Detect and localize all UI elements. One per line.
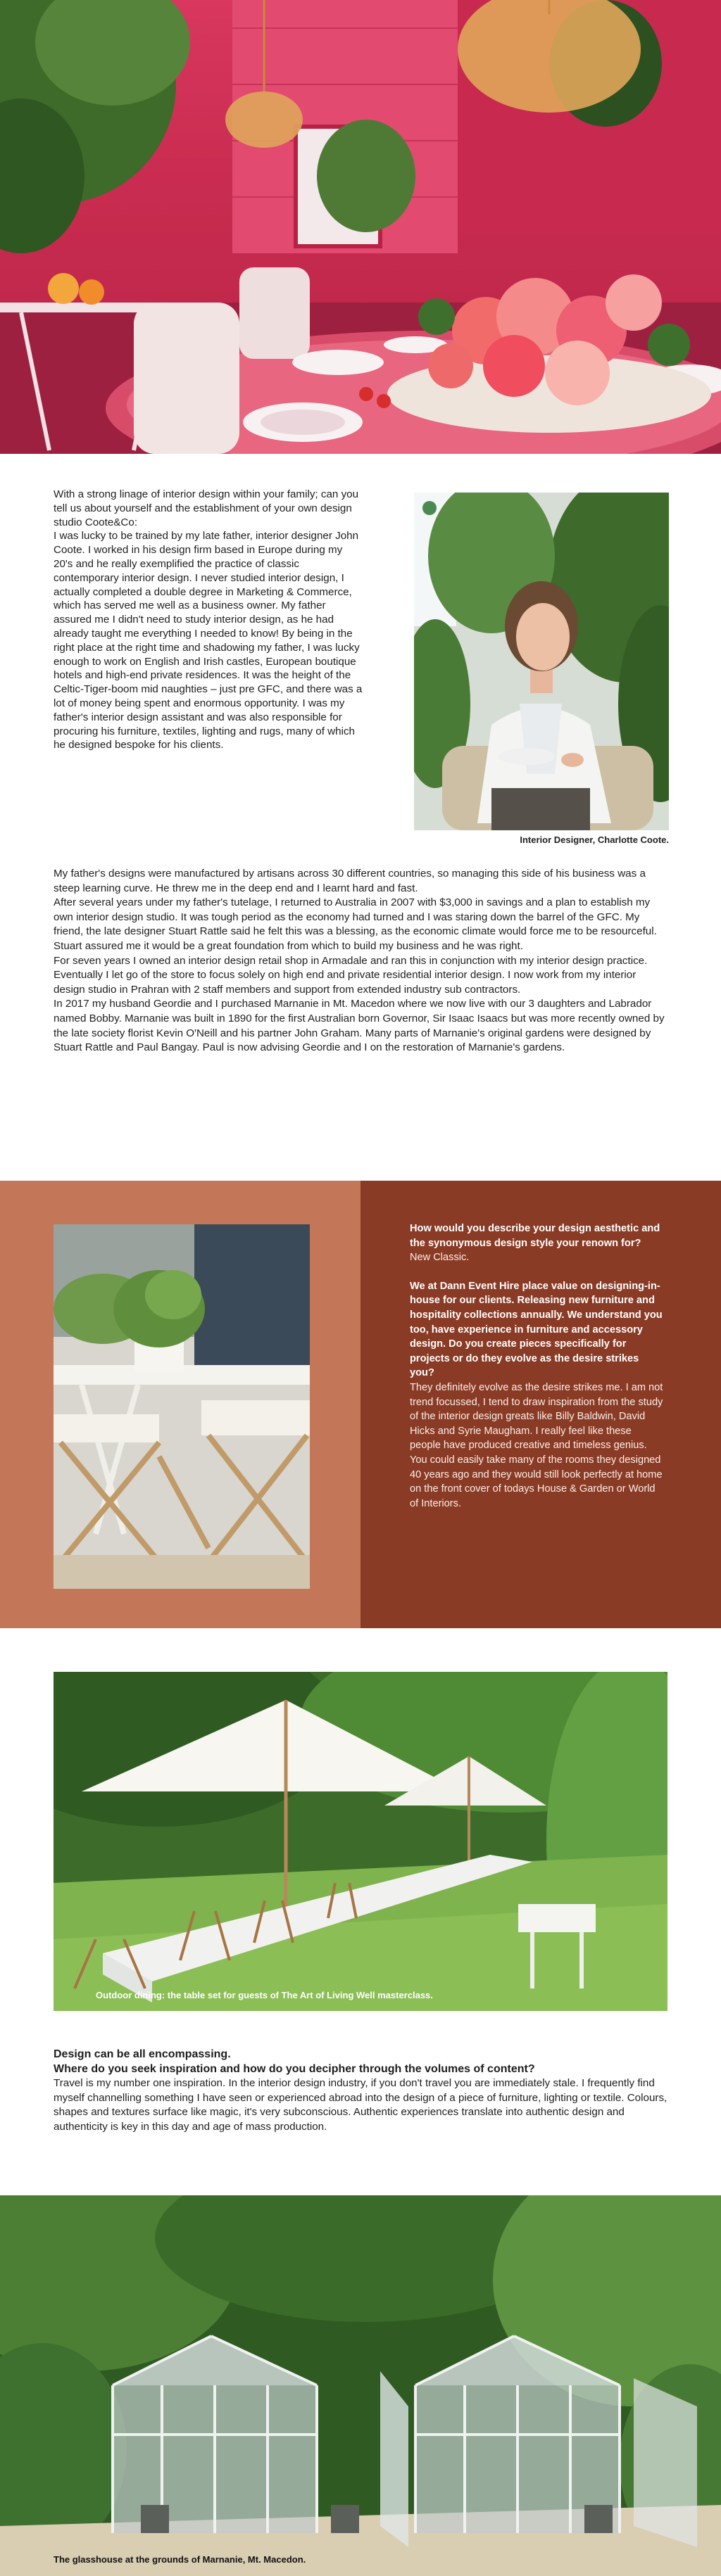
intro-paragraph: For seven years I owned an interior design retail shop in Armadale and ran this in conjunction with my interior design practice. Eventually I let go of the store to focus solely on high end and private residential interior design. I now work from my interior design studio in Prahran with 2 staff members and support from extended industry sub contractors. <box>54 954 648 996</box>
intro-question: With a strong linage of interior design within your family; can you tell us about yourself and the establishment of your own design studio Coote&Co: <box>54 488 359 528</box>
glasshouse-photo <box>0 2195 721 2576</box>
portrait-caption: Interior Designer, Charlotte Coote. <box>520 835 669 845</box>
intro-answer: I was lucky to be trained by my late father, interior designer John Coote. I worked in his design firm based in Europe during my 20's and he really exemplified the practice of classic contemporary interior design. I never studied interior design, I actually completed a double degree in Marketing & Commerce, which has served me well as a business owner. My father assured me I didn't need to study interior design, as he had already taught me everything I needed to know! By being in the right place at the right time and shadowing my father, I was lucky enough to work on English and Irish castles, European boutique hotels and high-end private residences. It was the height of the Celtic-Tiger-boom mid naughties – just pre GFC, and there was a lot of money being spent and enormous opportunity. I was my father's interior design assistant and was also responsible for procuring his furniture, textiles, lighting and rugs, many of which he designed bespoke for his clients. <box>54 530 363 751</box>
intro-paragraph: In 2017 my husband Geordie and I purchased Marnanie in Mt. Macedon where we now live with our 3 daughters and Labrador named Bobby. Marnanie was built in 1890 for the first Australian born Governor, Sir Isaac Isaacs but was more recently owned by the late society florist Kevin O'Neill and his partner John Graham. Many parts of Marnanie's original gardens were designed by Stuart Rattle and Paul Bangay. Paul is now advising Geordie and I on the restoration of Marnanie's gardens. <box>54 998 665 1054</box>
dining-caption: Outdoor dining: the table set for guests of The Art of Living Well masterclass. <box>96 1990 433 2000</box>
outdoor-dining-photo <box>54 1672 667 2011</box>
qa-text-column <box>410 1222 663 1511</box>
intro-text-column <box>54 488 363 752</box>
qa-answer-1: New Classic. <box>410 1252 470 1264</box>
qa-answer-3: You could easily take many of the rooms they designed 40 years ago and they would still look perfectly at home on the front cover of todays House & Garden or World of Interiors. <box>410 1454 663 1509</box>
hero-image-pink-dining-room <box>0 0 721 454</box>
qa-question-2: We at Dann Event Hire place value on designing-in-house for our clients. Releasing new furniture and hospitality collections annually. We understand you too, have experience in furniture and accessory design. Do you create pieces specifically for projects or do they evolve as the desire strikes you? <box>410 1280 663 1379</box>
dining-illustration <box>54 1672 667 2011</box>
chair-illustration <box>54 1224 310 1589</box>
glasshouse-caption: The glasshouse at the grounds of Marnanie, Mt. Macedon. <box>54 2554 306 2565</box>
inspiration-answer: Travel is my number one inspiration. In the interior design industry, if you don't travel you are immediately stale. I frequently find myself channelling something I have seen or experienced abroad into the design of a piece of furniture, lighting or textile. Colours, shapes and textures surface like magic, it's very subconscious. Authentic experiences translate into authentic design and authenticity is key in this day and age of mass production. <box>54 2077 667 2133</box>
inspiration-section <box>54 2048 667 2135</box>
qa-answer-2: They definitely evolve as the desire strikes me. I am not trend focussed, I tend to draw inspiration from the study of the interior design greats like Billy Baldwin, David Hicks and Syrie Maugham. I really feel like these people have produced creative and timeless genius. <box>410 1381 663 1452</box>
intro-paragraph: My father's designs were manufactured by artisans across 30 different countries, so managing this side of his business was a steep learning curve. He threw me in the deep end and I learnt hard and fast. <box>54 868 646 894</box>
inspiration-heading: Design can be all encompassing. <box>54 2048 231 2060</box>
qa-question-1: How would you describe your design aesthetic and the synonymous design style your renown for? <box>410 1223 660 1249</box>
portrait-illustration <box>414 493 669 830</box>
intro-paragraph: After several years under my father's tutelage, I returned to Australia in 2007 with $3,000 in savings and a plan to establish my own interior design studio. It was tough period as the economy had turned and I was staring down the barrel of the GFC. My friend, the late designer Stuart Rattle said he felt this was a blessing, as the economic climate would force me to be resourceful. Stuart assured me it would be a great foundation from which to build my business and he was right. <box>54 896 657 952</box>
hero-illustration <box>0 0 721 454</box>
intro-continuation <box>54 867 666 1055</box>
glasshouse-illustration <box>0 2195 721 2576</box>
chair-and-table-photo <box>54 1224 310 1589</box>
inspiration-question: Where do you seek inspiration and how do you decipher through the volumes of content? <box>54 2062 535 2075</box>
portrait-photo-charlotte-coote <box>414 493 669 830</box>
